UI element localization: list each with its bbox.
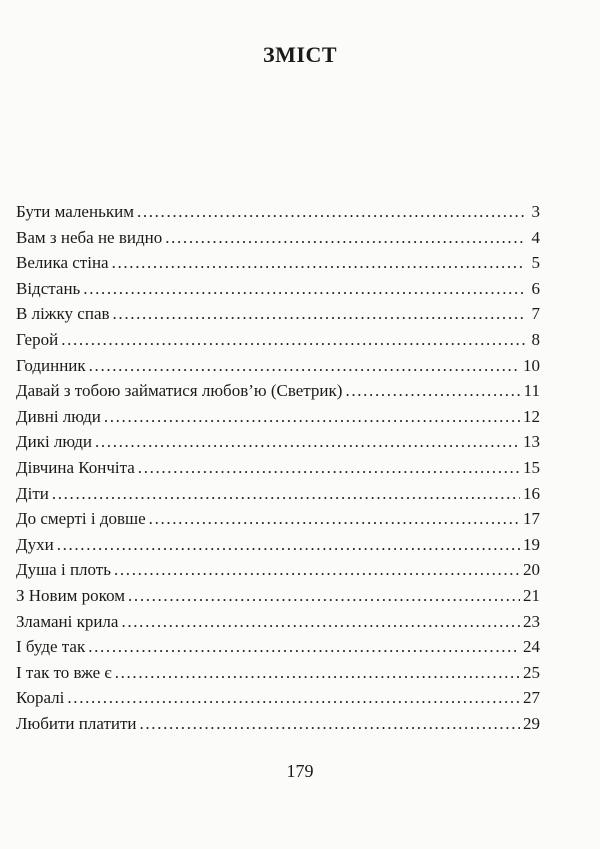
toc-entry-page: 8 — [531, 329, 540, 349]
toc-entry — [16, 506, 540, 532]
toc-entry — [16, 429, 540, 455]
toc-entry — [16, 685, 540, 711]
dot-leader — [95, 429, 520, 455]
toc-entry-page: 5 — [531, 253, 540, 273]
toc-entry-page: 19 — [523, 534, 540, 554]
dot-leader — [104, 404, 520, 430]
dot-leader — [52, 481, 520, 507]
toc-entry — [16, 378, 540, 404]
dot-leader — [88, 634, 520, 660]
toc-entry-title: І так то вже є — [16, 662, 112, 682]
toc-entry-title: Бути маленьким — [16, 202, 134, 221]
toc-entry-title: Вам з неба не видно — [16, 227, 163, 247]
toc-entry-title: Годинник — [16, 355, 86, 375]
dot-leader — [345, 378, 520, 404]
toc-entry-title: До смерті і довше — [16, 509, 146, 529]
toc-entry — [16, 455, 540, 481]
dot-leader — [140, 711, 521, 737]
toc-entry-title: Зламані крила — [16, 611, 119, 631]
toc-entry-page: 21 — [523, 585, 540, 605]
dot-leader — [83, 276, 525, 302]
toc-entry-page: 13 — [523, 432, 540, 452]
toc-entry — [16, 225, 540, 251]
toc-entry-page: 27 — [523, 688, 540, 708]
toc-entry — [16, 481, 540, 507]
dot-leader — [114, 557, 520, 583]
toc-entry-title: Давай з тобою займатися любов’ю (Светрик) — [16, 381, 343, 401]
toc-entry — [16, 583, 540, 609]
toc-entry — [16, 301, 540, 327]
toc-entry — [16, 557, 540, 583]
toc-entry-title: Дикі люди — [16, 432, 92, 452]
toc-entry-page: 6 — [531, 278, 540, 298]
toc-entry-page: 11 — [523, 381, 540, 401]
toc-entry-page: 20 — [523, 560, 540, 580]
toc-entry-page: 24 — [523, 637, 540, 657]
toc-entry-page: 12 — [523, 406, 540, 426]
toc-entry-page: 7 — [531, 304, 540, 324]
dot-leader — [138, 455, 520, 481]
toc-entry — [16, 532, 540, 558]
toc-entry-page: 15 — [523, 457, 540, 477]
dot-leader — [121, 609, 520, 635]
dot-leader — [113, 301, 525, 327]
toc-entry — [16, 276, 540, 302]
dot-leader — [112, 250, 525, 276]
toc-entry — [16, 327, 540, 353]
toc-entry — [16, 660, 540, 686]
toc-entry-page: 29 — [523, 713, 540, 733]
dot-leader — [61, 327, 525, 353]
toc-entry — [16, 711, 540, 737]
toc-entry-title: Душа і плоть — [16, 560, 111, 580]
toc-entry-title: Діти — [16, 483, 49, 503]
table-of-contents — [16, 199, 540, 736]
toc-entry-title: Коралі — [16, 688, 65, 708]
dot-leader — [115, 660, 520, 686]
toc-entry-title: Духи — [16, 534, 54, 554]
toc-entry-title: Відстань — [16, 278, 81, 298]
dot-leader — [137, 199, 525, 225]
toc-entry-title: Дівчина Кончіта — [16, 457, 135, 477]
toc-entry-title: Велика стіна — [16, 253, 109, 273]
toc-entry-page: 16 — [523, 483, 540, 503]
page-number: 179 — [286, 761, 314, 781]
toc-entry — [16, 404, 540, 430]
dot-leader — [57, 532, 520, 558]
toc-entry — [16, 250, 540, 276]
toc-entry-page: 4 — [531, 227, 540, 247]
toc-entry-title: І буде так — [16, 637, 86, 657]
toc-entry — [16, 609, 540, 635]
dot-leader — [128, 583, 520, 609]
toc-entry-title: З Новим роком — [16, 585, 126, 605]
toc-entry — [16, 634, 540, 660]
toc-entry-page: 23 — [523, 611, 540, 631]
dot-leader — [67, 685, 520, 711]
dot-leader — [165, 225, 525, 251]
toc-entry-title: Дивні люди — [16, 406, 101, 426]
toc-entry — [16, 353, 540, 379]
toc-entry-page: 10 — [523, 355, 540, 375]
toc-entry-title: Герой — [16, 329, 59, 349]
toc-entry — [16, 199, 540, 225]
dot-leader — [149, 506, 520, 532]
toc-entry-page: 25 — [523, 662, 540, 682]
toc-entry-page: 17 — [523, 509, 540, 529]
toc-entry-page: 3 — [531, 202, 540, 221]
dot-leader — [89, 353, 520, 379]
toc-entry-title: Любити платити — [16, 713, 137, 733]
toc-heading: ЗМІСТ — [263, 42, 337, 67]
toc-entry-title: В ліжку спав — [16, 304, 110, 324]
